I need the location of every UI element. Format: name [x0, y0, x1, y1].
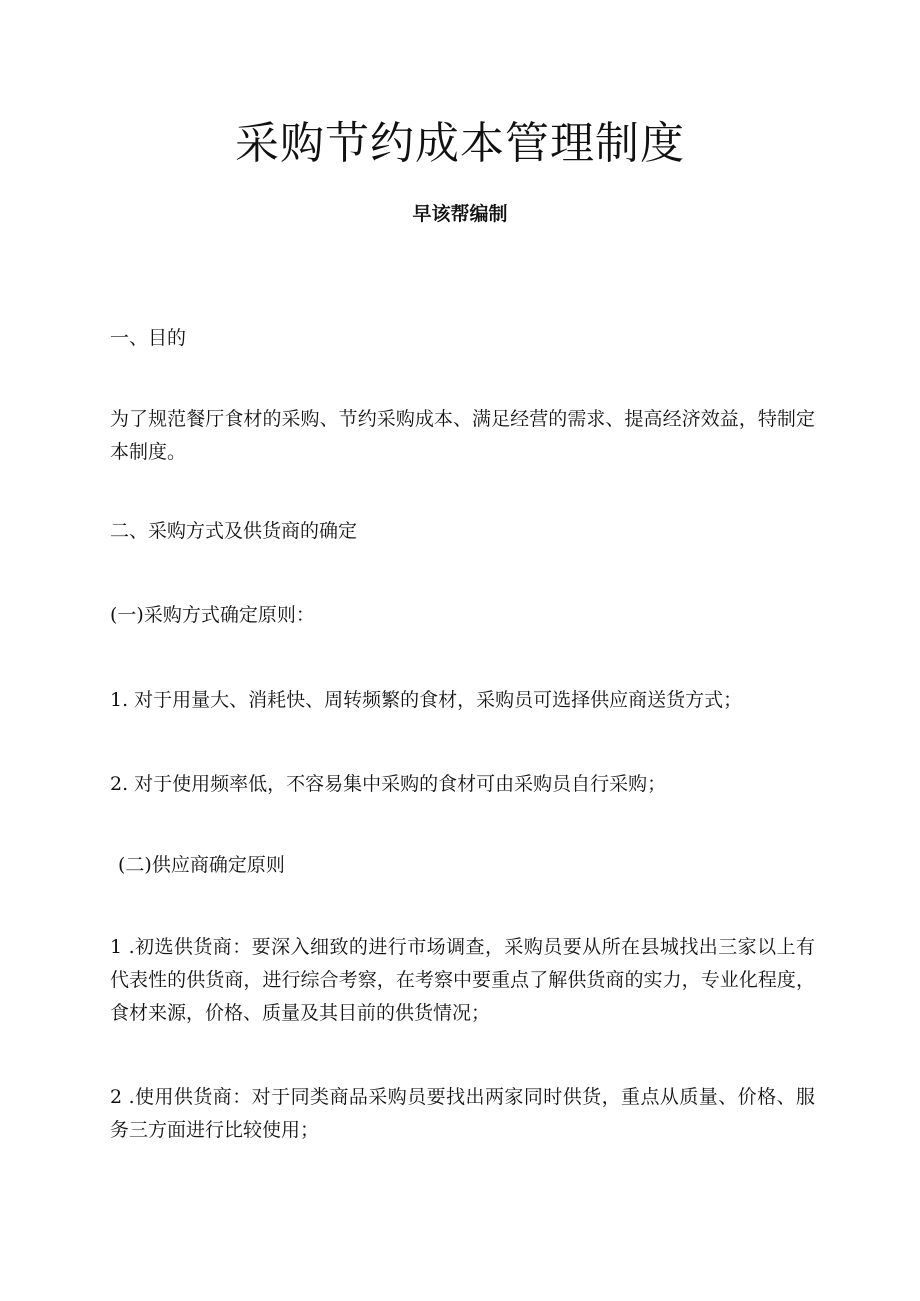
document-author: 早该帮编制: [412, 203, 508, 225]
paragraph-purpose: 为了规范餐厅食材的采购、节约采购成本、满足经营的需求、提高经济效益，特制定本制度。: [110, 408, 815, 463]
paragraph-supplier-item-2: 2 .使用供货商：对于同类商品采购员要找出两家同时供货，重点从质量、价格、服务三方面进行比较使用；: [110, 1086, 815, 1141]
subheading-supplier-principles: (二)供应商确定原则: [118, 854, 285, 876]
paragraph-supplier-item-1: 1 .初选供货商：要深入细致的进行市场调查，采购员要从所在县城找出三家以上有代表性的供货商，进行综合考察，在考察中要重点了解供货商的实力，专业化程度，食材来源，价格、质量及其目前的供货情况；: [110, 936, 815, 1024]
paragraph-method-item-2: 2. 对于使用频率低，不容易集中采购的食材可由采购员自行采购；: [110, 773, 667, 795]
subheading-method-principles: (一)采购方式确定原则：: [110, 604, 315, 626]
document-title: 采购节约成本管理制度: [235, 118, 685, 169]
section-heading-procurement-method: 二、采购方式及供货商的确定: [110, 520, 358, 542]
section-heading-purpose: 一、目的: [110, 327, 187, 349]
paragraph-method-item-1: 1. 对于用量大、消耗快、周转频繁的食材，采购员可选择供应商送货方式；: [110, 689, 743, 711]
